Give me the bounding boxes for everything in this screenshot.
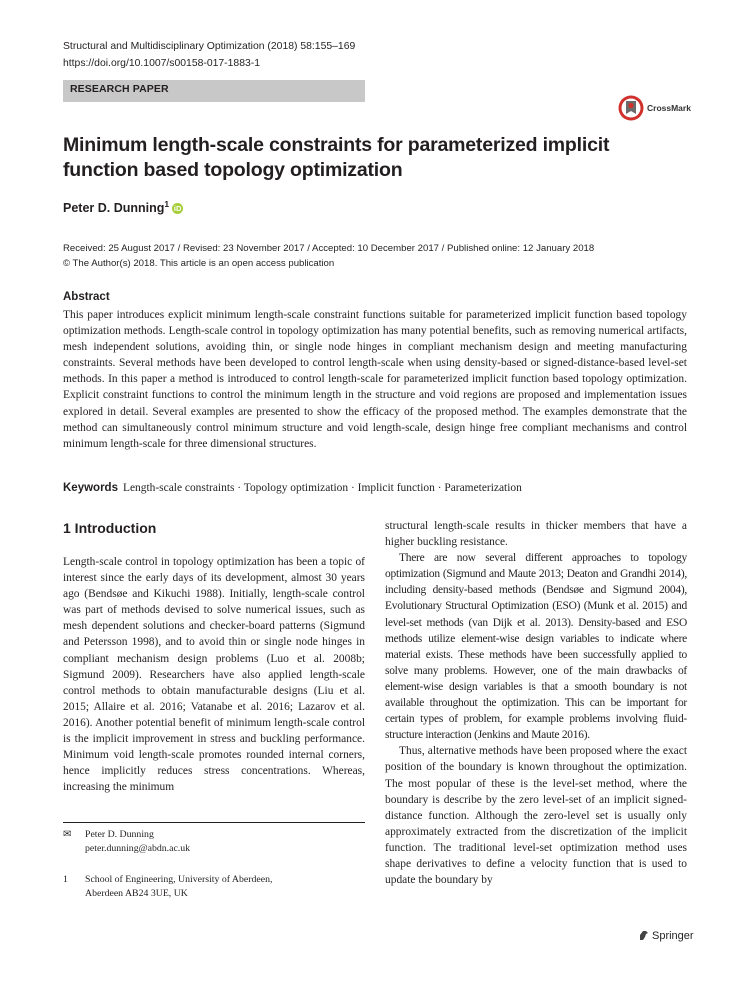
intro-paragraph-1-continued: structural length-scale results in thicker members that have a higher buckling resistance.: [385, 520, 687, 549]
keywords: [63, 482, 687, 494]
orcid-icon[interactable]: iD: [173, 204, 182, 214]
copyright-line: © The Author(s) 2018. This article is an open access publication: [63, 258, 335, 269]
abstract-heading: Abstract: [63, 291, 110, 303]
intro-paragraph-3: Thus, alternative methods have been proposed where the exact position of the boundary is known throughout the optimization. The most popular of these is the level-set method, where the boundary is describe by the zero level-set of an implicit signed-distance function. Although the zero-level set is usually only approximately extracted from the discretization of the implicit function. The traditional level-set optimization method uses shape derivatives to define a velocity function that is used to update the boundary by: [385, 745, 687, 887]
intro-paragraph-1: Length-scale control in topology optimization has been a topic of interest since the early days of its development, almost 30 years ago (Bendsøe and Kikuchi 1988). Initially, length-scale control was part of methods devised to solve numerical issues, such as mesh dependent solutions and checker-board patterns (Sigmund and Petersson 1998), and to avoid thin or single node hinges in compliant mechanism design problems (Luo et al. 2008b; Sigmund 2009). Researchers have also applied length-scale control methods to obtain manufacturable designs (Liu et al. 2015; Allaire et al. 2016; Vatanabe et al. 2016; Lazarov et al. 2016). Another potential benefit of minimum length-scale control is the implicit improvement in stress and buckling performance. Minimum void length-scale promotes rounded internal corners, hence implicitly reduces stress concentrations. Whereas, increasing the minimum: [63, 556, 365, 794]
crossmark-icon: [617, 94, 645, 122]
footnote-affiliation: [63, 873, 272, 901]
journal-header: [63, 39, 355, 72]
author-name[interactable]: Peter D. Dunning: [63, 201, 165, 216]
journal-citation: Structural and Multidisciplinary Optimization (2018) 58:155–169: [63, 41, 356, 52]
envelope-icon: ✉: [63, 829, 72, 840]
article-title: Minimum length-scale constraints for parameterized implicit function based topology optimization: [63, 134, 610, 181]
intro-paragraph-2: There are now several different approaches to topology optimization (Sigmund and Maute 2013; Deaton and Grandhi 2014), including density-based methods (Bendsøe and Sigmund 2004), Evolutionary Structural Optimization (ESO) (Munk et al. 2015) and level-set methods (van Dijk et al. 2013). Density-based and ESO methods utilize element-wise design variables to indicate where material exists. These methods have been successfully applied to solve many problems. However, one of the main drawbacks of element-wise design variables is that a smooth boundary is not available throughout the optimization. This can be important for certain types of problem, for example problems involving fluid-structure interaction (Jenkins and Maute 2016).: [385, 552, 687, 742]
footnote-contact: [63, 828, 190, 856]
affiliation-line-1: School of Engineering, University of Aberdeen,: [85, 874, 273, 885]
doi-link[interactable]: https://doi.org/10.1007/s00158-017-1883-1: [63, 57, 260, 69]
publication-history: Received: 25 August 2017 / Revised: 23 November 2017 / Accepted: 10 December 2017 / Published online: 12 January 2018: [63, 243, 595, 254]
left-column: [63, 554, 365, 795]
affiliation-line-2: Aberdeen AB24 3UE, UK: [85, 888, 188, 899]
keywords-label: Keywords: [63, 482, 118, 494]
publisher-name: Springer: [652, 930, 694, 942]
author-line: [63, 199, 183, 215]
affiliation-number: 1: [63, 874, 68, 885]
article-type-banner: [63, 80, 365, 102]
footnote-divider: [63, 822, 365, 823]
right-column: [385, 518, 687, 888]
contact-name: Peter D. Dunning: [85, 829, 154, 840]
article-type-label: RESEARCH PAPER: [70, 83, 169, 95]
keywords-list: Length-scale constraints · Topology optimization · Implicit function · Parameterization: [122, 482, 522, 494]
crossmark-label: CrossMark: [647, 103, 691, 113]
publisher-logo: [638, 929, 694, 942]
abstract-text: This paper introduces explicit minimum length-scale constraint functions suitable for parameterized implicit function based topology optimization methods. Length-scale control in topology optimization has many potential benefits, such as removing numerical artifacts, mesh independent solutions, avoiding thin, or single node hinges in compliant mechanism design and meeting manufacturing constraints. Several methods have been developed to control length-scale when using density-based or signed-distance-based level-set methods. In this paper a method is introduced to control length-scale for parameterized implicit function based topology optimization. Explicit constraint functions to control the minimum length in the structure and void regions are proposed and implementation issues explored in detail. Several examples are presented to show the efficacy of the proposed method. The examples demonstrate that the method can simultaneously control minimum structure and void length-scale, design hinge free compliant mechanisms and control minimum length-scale for three dimensional structures.: [63, 309, 687, 450]
springer-horse-icon: [638, 929, 650, 941]
contact-email[interactable]: peter.dunning@abdn.ac.uk: [85, 843, 191, 854]
author-affiliation-mark: 1: [164, 199, 170, 209]
article-dates: [63, 241, 683, 271]
section-heading-introduction: 1 Introduction: [63, 520, 157, 536]
